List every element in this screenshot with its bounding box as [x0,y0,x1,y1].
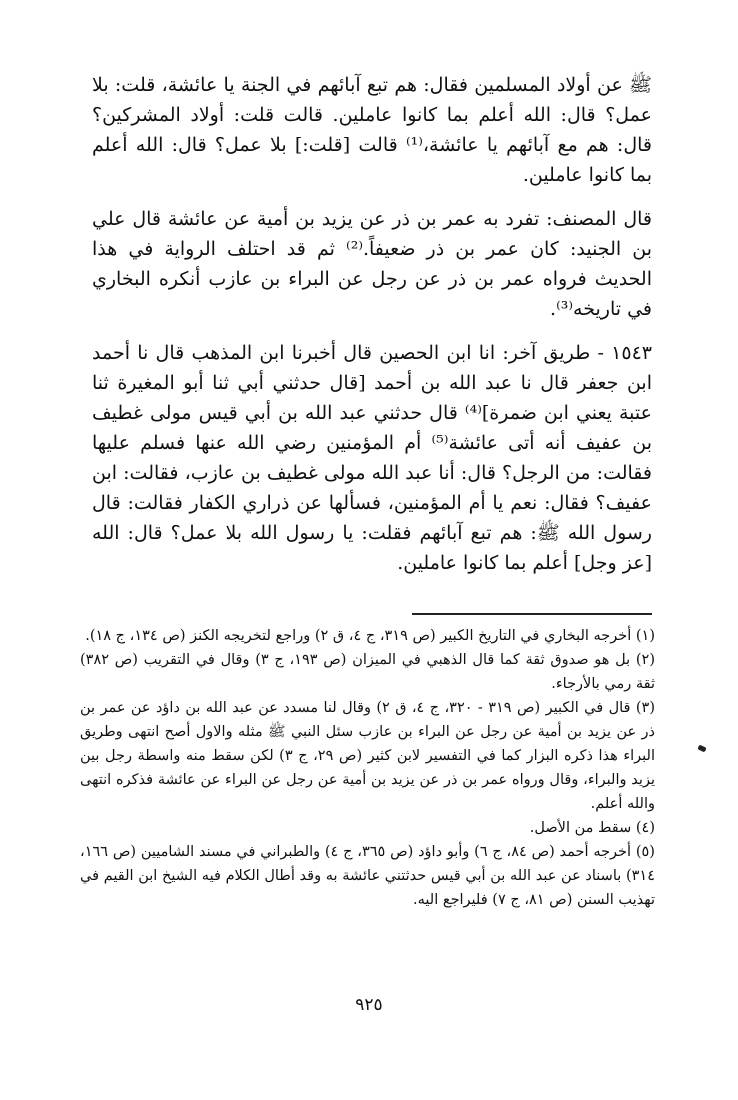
paragraph-author-comment: قال المصنف: تفرد به عمر بن ذر عن يزيد بن أمية عن عائشة قال علي بن الجنيد: كان عمر بن ذر ضعيفاً.⁽²⁾ ثم قد احتلف الرواية في هذا الحديث فرواه عمر بن ذر عن رجل عن البراء بن عازب أنكره البخاري في تاريخه⁽³⁾. [92,208,652,320]
margin-mark [697,745,706,753]
paragraph-hadith-1543: ١٥٤٣ - طريق آخر: انا ابن الحصين قال أخبرنا ابن المذهب قال نا أحمد ابن جعفر قال نا عبد الله بن أحمد [قال حدثني أبي ثنا أبو المغيرة ثنا عتبة يعني ابن ضمرة]⁽⁴⁾ قال حدثني عبد الله بن أبي قيس مولى غطيف بن عفيف أنه أتى عائشة⁽⁵⁾ أم المؤمنين رضي الله عنها فسلم عليها فقالت: من الرجل؟ قال: أنا عبد الله مولى غطيف بن عازب، فقالت: ابن عفيف؟ فقال: نعم يا أم المؤمنين، فسألها عن ذراري الكفار فقالت: قال رسول الله ﷺ: هم تبع آبائهم فقلت: يا رسول الله بلا عمل؟ قال: الله [عز وجل] أعلم بما كانوا عاملين. [92,342,652,574]
footnote-2: (٢) بل هو صدوق ثقة كما قال الذهبي في الميزان (ص ١٩٣، ج ٣) وقال في التقريب (ص ٣٨٢) ثقة رمي بالأرجاء. [80,652,655,692]
footnotes [80,624,655,912]
paragraph-hadith-text: ﷺ عن أولاد المسلمين فقال: هم تبع آبائهم في الجنة يا عائشة، قلت: بلا عمل؟ قال: الله أعلم بما كانوا عاملين. قالت قلت: أولاد المشركين؟ قال: هم مع آبائهم يا عائشة،⁽¹⁾ قالت [قلت:] بلا عمل؟ قال: الله أعلم بما كانوا عاملين. [92,74,653,186]
main-text [92,70,652,578]
footnote-1: (١) أخرجه البخاري في التاريخ الكبير (ص ٣١٩، ج ٤، ق ٢) وراجع لتخريجه الكنز (ص ١٣٤، ج ١٨). [85,628,655,644]
footnote-separator [412,613,652,615]
page-number: ٩٢٥ [355,995,383,1015]
footnote-4: (٤) سقط من الأصل. [529,820,655,836]
footnote-3: (٣) قال في الكبير (ص ٣١٩ - ٣٢٠، ج ٤، ق ٢) وقال لنا مسدد عن عبد الله بن داؤد عن عمر بن ذر عن يزيد بن أمية عن رجل عن البراء بن عازب سئل النبي ﷺ مثله والاول أصح انتهى وطريق البراء هذا ذكره البزار كما في التفسير لابن كثير (ص ٢٩، ج ٣) لكن سقط منه واسطة رجل بين يزيد والبراء، وقال ورواه عمر بن ذر عن يزيد بن أمية عن رجل عن البراء عن عائشة فذكره انتهى والله أعلم. [80,700,656,812]
footnote-5: (٥) أخرجه أحمد (ص ٨٤، ج ٦) وأبو داؤد (ص ٣٦٥، ج ٤) والطبراني في مسند الشاميين (ص ١٦٦، ٣١٤) باسناد عن عبد الله بن أبي قيس حدثتني عائشة به وقد أطال الكلام فيه الشيخ ابن القيم في تهذيب السنن (ص ٨١، ج ٧) فليراجع اليه. [80,844,655,908]
